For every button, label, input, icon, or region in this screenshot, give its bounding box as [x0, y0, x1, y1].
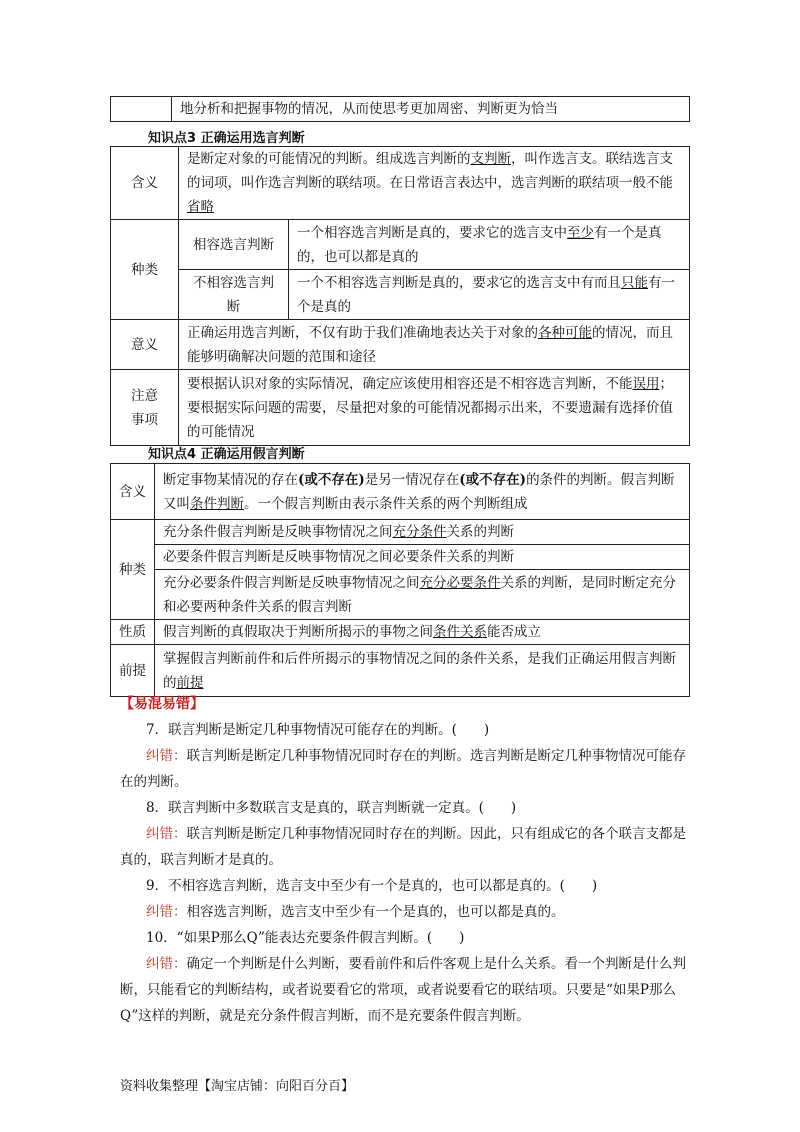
- top-table-label-cell: [111, 97, 172, 122]
- kp3-incompat-text: 一个不相容选言判断是真的，要求它的选言支中有而且只能有一个是真的: [289, 270, 690, 320]
- top-table: [110, 96, 690, 122]
- kp4-title: 知识点4 正确运用假言判断: [148, 447, 305, 462]
- kp4-premise-text: 掌握假言判断前件和后件所揭示的事物情况之间的条件关系，是我们正确运用假言判断的前提: [155, 645, 690, 697]
- kp3-table: [110, 146, 690, 446]
- kp3-meaning-text: 是断定对象的可能情况的判断。组成选言判断的支判断，叫作选言支。联结选言支的词项，叫作选言判断的联结项。在日常语言表达中，选言判断的联结项一般不能省略: [179, 147, 690, 220]
- item9-fix: 纠错：相容选言判断，选言支中至少有一个是真的，也可以都是真的。: [146, 904, 565, 920]
- kp4-kind3-text: 充分必要条件假言判断是反映事物情况之间充分必要条件关系的判断，是同时断定充分和必要两种条件关系的假言判断: [155, 570, 690, 620]
- kp4-nature-label: 性质: [111, 620, 155, 645]
- kp4-kind1-text: 充分条件假言判断是反映事物情况之间充分条件关系的判断: [155, 520, 690, 545]
- kp4-table: [110, 463, 690, 697]
- item10-fix: 纠错：确定一个判断是什么判断，要看前件和后件客观上是什么关系。看一个判断是什么判断，只能看它的判断结构，或者说要看它的常项，或者说要看它的联结项。只要是“如果P那么Q”这样的判断，就是充分条件假言判断，而不是充要条件假言判断。: [120, 956, 686, 1024]
- kp4-meaning-label: 含义: [111, 464, 155, 520]
- kp3-meaning-label: 含义: [111, 147, 179, 220]
- item8-fix: 纠错：联言判断是断定几种事物情况同时存在的判断。因此，只有组成它的各个联言支都是真的，联言判断才是真的。: [120, 826, 686, 868]
- kp4-meaning-text: 断定事物某情况的存在(或不存在)是另一情况存在(或不存在)的条件的判断。假言判断又叫条件判断。一个假言判断由表示条件关系的两个判断组成: [155, 464, 690, 520]
- footer: 资料收集整理【淘宝店铺：向阳百分百】: [120, 1079, 355, 1094]
- kp3-compat-text: 一个相容选言判断是真的，要求它的选言支中至少有一个是真的，也可以都是真的: [289, 220, 690, 270]
- confuse-title: 【易混易错】: [120, 696, 204, 712]
- kp4-kinds-label: 种类: [111, 520, 155, 620]
- item7-fix: 纠错：联言判断是断定几种事物情况同时存在的判断。选言判断是断定几种事物情况可能存在的判断。: [120, 748, 686, 790]
- kp3-note-text: 要根据认识对象的实际情况，确定应该使用相容还是不相容选言判断，不能误用；要根据实际问题的需要，尽量把对象的可能情况都揭示出来，不要遗漏有选择价值的可能情况: [179, 370, 690, 446]
- item8-question: 8．联言判断中多数联言支是真的，联言判断就一定真。( ): [146, 800, 517, 816]
- top-table-text: 地分析和把握事物的情况，从而使思考更加周密、判断更为恰当: [172, 97, 690, 122]
- item10-question: 10．“如果P那么Q”能表达充要条件假言判断。( ): [146, 930, 465, 946]
- kp3-title: 知识点3 正确运用选言判断: [148, 131, 305, 146]
- kp4-premise-label: 前提: [111, 645, 155, 697]
- kp3-note-label: 注意 事项: [111, 370, 179, 446]
- kp3-signif-text: 正确运用选言判断，不仅有助于我们准确地表达关于对象的各种可能的情况，而且能够明确解决问题的范围和途径: [179, 320, 690, 370]
- kp3-compat-label: 相容选言判断: [179, 220, 289, 270]
- item9-question: 9．不相容选言判断，选言支中至少有一个是真的，也可以都是真的。( ): [146, 878, 598, 894]
- kp4-kind2-text: 必要条件假言判断是反映事物情况之间必要条件关系的判断: [155, 545, 690, 570]
- kp3-kinds-label: 种类: [111, 220, 179, 320]
- item7-question: 7．联言判断是断定几种事物情况可能存在的判断。( ): [146, 722, 490, 738]
- kp3-signif-label: 意义: [111, 320, 179, 370]
- kp3-incompat-label: 不相容选言判断: [179, 270, 289, 320]
- kp4-nature-text: 假言判断的真假取决于判断所揭示的事物之间条件关系能否成立: [155, 620, 690, 645]
